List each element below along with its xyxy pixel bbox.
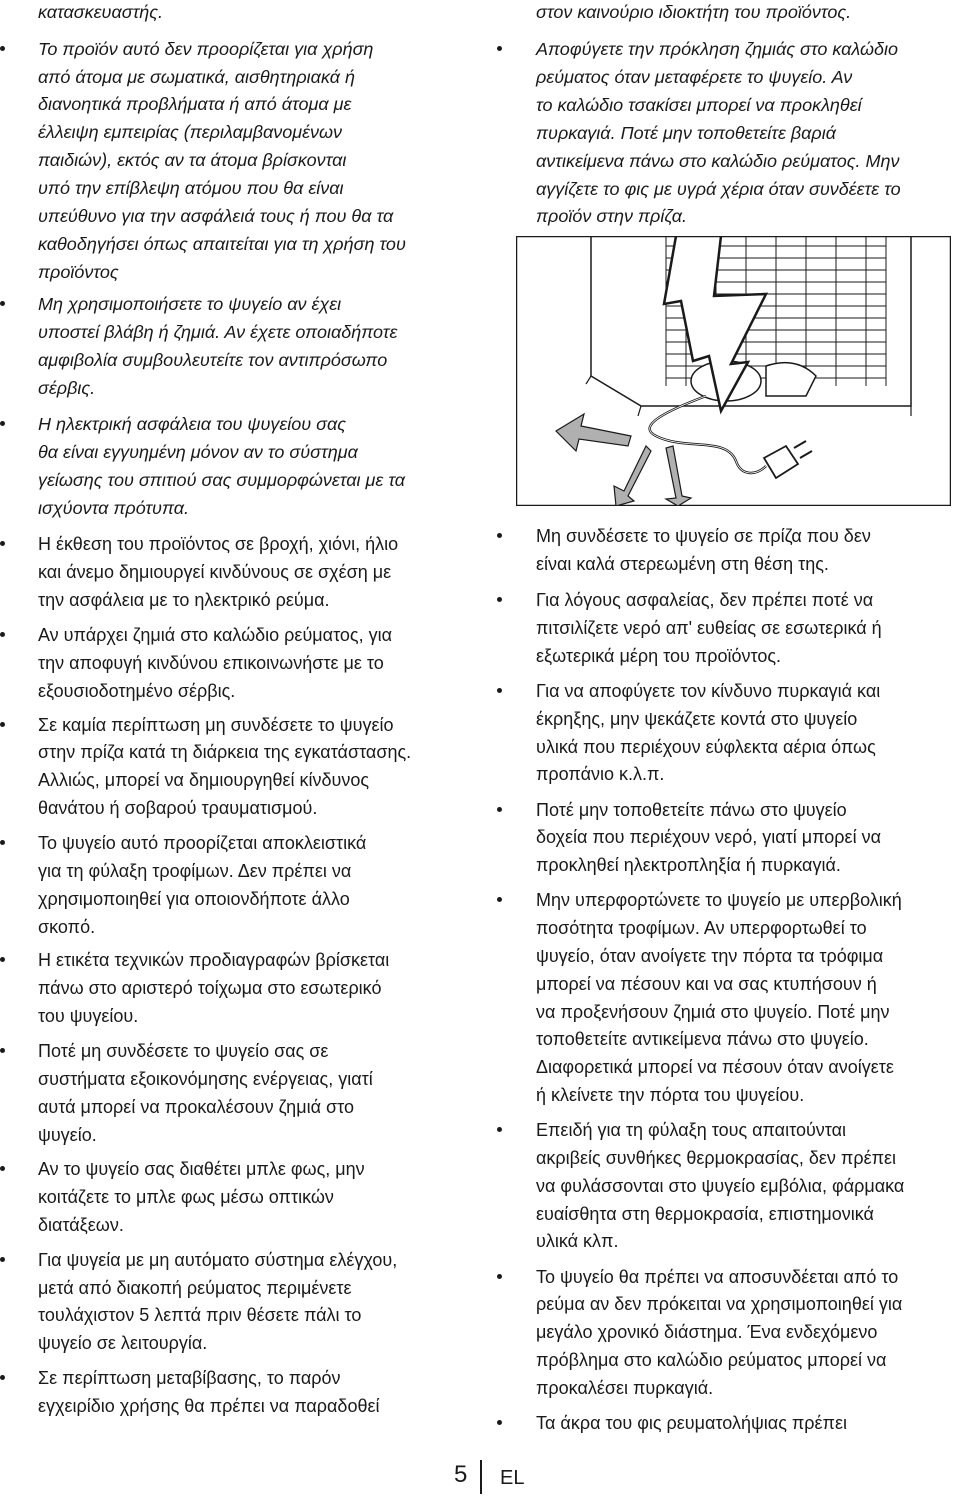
text-line: Σε περίπτωση μεταβίβασης, το παρόν: [38, 1368, 341, 1388]
text-line: προκαλέσει πυρκαγιά.: [536, 1378, 714, 1398]
text-line: είναι καλά στερεωμένη στη θέση της.: [536, 554, 829, 574]
text-line: πιτσιλίζετε νερό απ' ευθείας σε εσωτερικά ή: [536, 618, 882, 638]
bullet: [0, 46, 5, 51]
text-line: έκρηξης, μην ψεκάζετε κοντά στο ψυγείο: [536, 709, 858, 729]
text-line: Επειδή για τη φύλαξη τους απαιτούνται: [536, 1120, 847, 1140]
warning-arrows: [556, 414, 691, 506]
text-line: Μη χρησιμοποιήσετε το ψυγείο αν έχει: [38, 294, 342, 314]
text-line: Για λόγους ασφαλείας, δεν πρέπει ποτέ να: [536, 590, 874, 610]
text-line: διατάξεων.: [38, 1215, 124, 1235]
text-line: να φυλάσσονται στο ψυγείο εμβόλια, φάρμακα: [536, 1176, 905, 1196]
arrow-left-icon: [556, 414, 631, 451]
text-line: Σε καμία περίπτωση μη συνδέσετε το ψυγείο: [38, 715, 394, 735]
text-line: Ποτέ μην τοποθετείτε πάνω στο ψυγείο: [536, 800, 847, 820]
text-line: Αν το ψυγείο σας διαθέτει μπλε φως, μην: [38, 1159, 365, 1179]
bullet: [0, 1375, 5, 1380]
text-line: κοιτάζετε το μπλε φως μέσω οπτικών: [38, 1187, 334, 1207]
text-line: υποστεί βλάβη ή ζημιά. Αν έχετε οποιαδήποτε: [38, 322, 398, 342]
text-line: Αν υπάρχει ζημιά στο καλώδιο ρεύματος, για: [38, 625, 393, 645]
text-line: τοποθετείτε αντικείμενα πάνω στο ψυγείο.: [536, 1029, 869, 1049]
text-line: ψυγείο σε λειτουργία.: [38, 1333, 208, 1353]
bullet: [0, 301, 5, 306]
text-line: αγγίζετε το φις με υγρά χέρια όταν συνδέετε το: [536, 179, 901, 199]
text-line: Τα άκρα του φις ρευματολήψιας πρέπει: [536, 1413, 847, 1433]
text-line: στην πρίζα κατά τη διάρκεια της εγκατάστασης.: [38, 742, 412, 762]
text-line: χρησιμοποιηθεί για οποιονδήποτε άλλο: [38, 889, 350, 909]
text-line: Ποτέ μη συνδέσετε το ψυγείο σας σε: [38, 1041, 329, 1061]
text-line: μεγάλο χρονικό διάστημα. Ένα ενδεχόμενο: [536, 1322, 878, 1342]
text-line: Διαφορετικά μπορεί να πέσουν όταν ανοίγετε: [536, 1057, 894, 1077]
text-line: Το προϊόν αυτό δεν προορίζεται για χρήση: [38, 39, 374, 59]
footer-divider: [480, 1460, 482, 1494]
text-line: Μην υπερφορτώνετε το ψυγείο με υπερβολική: [536, 890, 902, 910]
text-line: πρόβλημα στο καλώδιο ρεύματος μπορεί να: [536, 1350, 887, 1370]
bullet: [497, 897, 502, 902]
text-line: ψυγείο.: [38, 1125, 97, 1145]
text-line: από άτομα με σωματικά, αισθητηριακά ή: [38, 67, 355, 87]
text-line: ισχύοντα πρότυπα.: [38, 498, 190, 518]
text-line: αυτά μπορεί να προκαλέσουν ζημιά στο: [38, 1097, 354, 1117]
text-line: Η έκθεση του προϊόντος σε βροχή, χιόνι, ήλιο: [38, 534, 399, 554]
bullet: [0, 421, 5, 426]
text-line: ψυγείο, όταν ανοίγετε την πόρτα τα τρόφιμα: [536, 946, 884, 966]
text-line: Αλλιώς, μπορεί να δημιουργηθεί κίνδυνος: [38, 770, 370, 790]
bullet: [0, 722, 5, 727]
text-line: ακριβείς συνθήκες θερμοκρασίας, δεν πρέπει: [536, 1148, 897, 1168]
text-line: και άνεμο δημιουργεί κινδύνους σε σχέση με: [38, 562, 392, 582]
text-line: ευαίσθητα στη θερμοκρασία, επιστημονικά: [536, 1204, 874, 1224]
text-line: υπό την επίβλεψη ατόμου που θα είναι: [38, 178, 344, 198]
bullet: [0, 1257, 5, 1262]
text-line: συστήματα εξοικονόμησης ενέργειας, γιατί: [38, 1069, 373, 1089]
text-line: προϊόν στην πρίζα.: [536, 206, 688, 226]
text-line: ή κλείνετε την πόρτα του ψυγείου.: [536, 1085, 805, 1105]
text-line: παιδιών), εκτός αν τα άτομα βρίσκονται: [38, 150, 347, 170]
text-line: σκοπό.: [38, 917, 96, 937]
text-line: πυρκαγιά. Ποτέ μην τοποθετείτε βαριά: [536, 123, 837, 143]
text-line: καθοδηγήσει όπως απαιτείται για τη χρήση του: [38, 234, 406, 254]
bullet: [497, 1127, 502, 1132]
text-line: προπάνιο κ.λ.π.: [536, 764, 665, 784]
text-line: υπεύθυνο για την ασφάλειά τους ή που θα τα: [38, 206, 394, 226]
text-line: υλικά που περιέχουν εύφλεκτα αέρια όπως: [536, 737, 876, 757]
right-top-line: στον καινούριο ιδιοκτήτη του προϊόντος.: [536, 2, 852, 22]
text-line: την αποφυγή κινδύνου επικοινωνήστε με το: [38, 653, 384, 673]
language-code: EL: [500, 1467, 525, 1489]
text-line: του ψυγείου.: [38, 1006, 139, 1026]
bullet: [0, 957, 5, 962]
arrow-down-icon: [666, 446, 691, 506]
text-line: προϊόντος: [38, 262, 119, 282]
bullet: [497, 597, 502, 602]
power-cord-illustration: [516, 236, 951, 506]
text-line: μπορεί να πέσουν και να σας κτυπήσουν ή: [536, 974, 877, 994]
text-line: γείωσης του σπιτιού σας συμμορφώνεται με τα: [38, 470, 406, 490]
text-line: Η ετικέτα τεχνικών προδιαγραφών βρίσκεται: [38, 950, 390, 970]
text-line: εγχειρίδιο χρήσης θα πρέπει να παραδοθεί: [38, 1396, 380, 1416]
text-line: αντικείμενα πάνω στο καλώδιο ρεύματος. Μην: [536, 151, 900, 171]
text-line: ποσότητα τροφίμων. Αν υπερφορτωθεί το: [536, 918, 867, 938]
text-line: Μη συνδέσετε το ψυγείο σε πρίζα που δεν: [536, 526, 871, 546]
bullet: [497, 688, 502, 693]
text-line: Για να αποφύγετε τον κίνδυνο πυρκαγιά και: [536, 681, 881, 701]
text-line: εξουσιοδοτημένο σέρβις.: [38, 681, 236, 701]
plug-icon: [764, 446, 798, 478]
text-line: Για ψυγεία με μη αυτόματο σύστημα ελέγχου,: [38, 1250, 398, 1270]
bullet: [0, 541, 5, 546]
text-line: Αποφύγετε την πρόκληση ζημιάς στο καλώδιο: [536, 39, 899, 59]
text-line: τουλάχιστον 5 λεπτά πριν θέσετε πάλι το: [38, 1305, 362, 1325]
text-line: υλικά κλπ.: [536, 1231, 619, 1251]
text-line: μετά από διακοπή ρεύματος περιμένετε: [38, 1278, 352, 1298]
text-line: εξωτερικά μέρη του προϊόντος.: [536, 646, 782, 666]
bullet: [0, 1048, 5, 1053]
text-line: προκληθεί ηλεκτροπληξία ή πυρκαγιά.: [536, 855, 841, 875]
left-top-line: κατασκευαστής.: [38, 2, 164, 22]
bullet: [497, 1274, 502, 1279]
page-number: 5: [454, 1461, 468, 1488]
bullet: [497, 46, 502, 51]
text-line: Το ψυγείο αυτό προορίζεται αποκλειστικά: [38, 833, 367, 853]
text-line: Το ψυγείο θα πρέπει να αποσυνδέεται από το: [536, 1267, 899, 1287]
power-cord: [650, 396, 766, 473]
text-line: ρεύμα αν δεν πρόκειται να χρησιμοποιηθεί για: [536, 1294, 903, 1314]
text-line: το καλώδιο τσακίσει μπορεί να προκληθεί: [536, 95, 862, 115]
bullet: [0, 1166, 5, 1171]
bullet: [497, 807, 502, 812]
text-line: Η ηλεκτρική ασφάλεια του ψυγείου σας: [38, 414, 347, 434]
text-line: πάνω στο αριστερό τοίχωμα στο εσωτερικό: [38, 978, 382, 998]
text-line: σέρβις.: [38, 378, 96, 398]
text-line: θα είναι εγγυημένη μόνον αν το σύστημα: [38, 442, 358, 462]
text-line: δοχεία που περιέχουν νερό, γιατί μπορεί να: [536, 827, 881, 847]
text-line: για τη φύλαξη τροφίμων. Δεν πρέπει να: [38, 861, 352, 881]
text-line: την ασφάλεια με το ηλεκτρικό ρεύμα.: [38, 590, 330, 610]
arrow-down-left-icon: [614, 446, 651, 506]
bullet: [497, 1420, 502, 1425]
bullet: [0, 840, 5, 845]
text-line: αμφιβολία συμβουλευτείτε τον αντιπρόσωπο: [38, 350, 388, 370]
text-line: ρεύματος όταν μεταφέρετε το ψυγείο. Αν: [536, 67, 853, 87]
text-line: διανοητικά προβλήματα ή από άτομα με: [38, 94, 352, 114]
bullet: [0, 632, 5, 637]
text-line: θανάτου ή σοβαρού τραυματισμού.: [38, 798, 318, 818]
text-line: να προξενήσουν ζημιά στο ψυγείο. Ποτέ μην: [536, 1002, 890, 1022]
text-line: έλλειψη εμπειρίας (περιλαμβανομένων: [38, 122, 343, 142]
bullet: [497, 533, 502, 538]
